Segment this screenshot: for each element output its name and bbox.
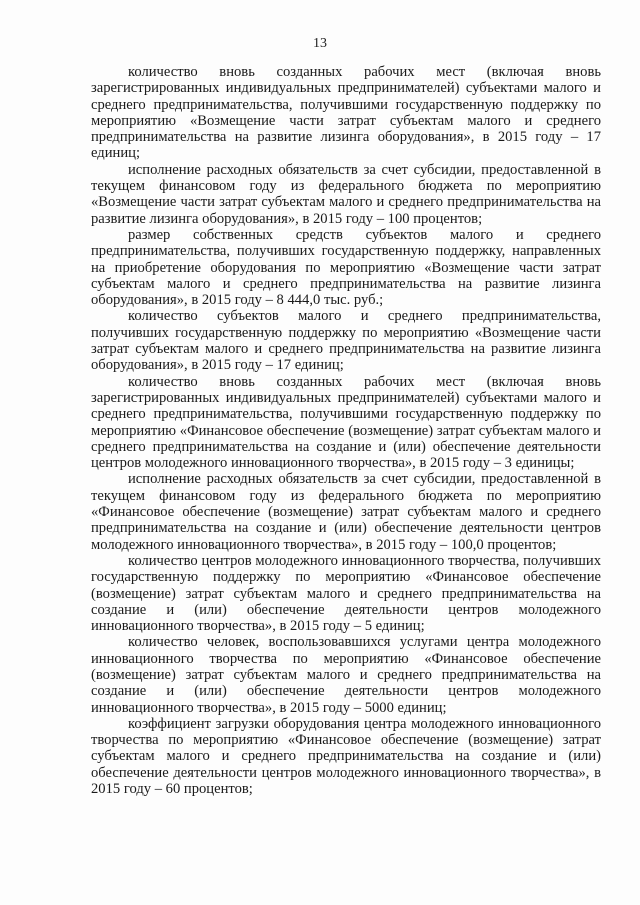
paragraph: исполнение расходных обязательств за счет субсидии, предоставленной в текущем финансовом году из федерального бюджета по мероприятию «Возмещение части затрат субъектам малого и среднего предпринимательства на развитие лизинга оборудования», в 2015 году – 100 процентов; [91,161,601,227]
paragraph: коэффициент загрузки оборудования центра молодежного инновационного творчества по мероприятию «Финансовое обеспечение (возмещение) затрат субъектам малого и среднего предпринимательства на создание и (или) обеспечение деятельности центров молодежного инновационного творчества», в 2015 году – 60 процентов; [91,715,601,798]
document-body [91,64,601,797]
paragraph: количество вновь созданных рабочих мест (включая вновь зарегистрированных индивидуальных предпринимателей) субъектами малого и среднего предпринимательства, получившими государственную поддержку по мероприятию «Возмещение части затрат субъектам малого и среднего предпринимательства на развитие лизинга оборудования», в 2015 году – 17 единиц; [91,64,601,162]
paragraph: исполнение расходных обязательств за счет субсидии, предоставленной в текущем финансовом году из федерального бюджета по мероприятию «Финансовое обеспечение (возмещение) затрат субъектам малого и среднего предпринимательства на создание и (или) обеспечение деятельности центров молодежного инновационного творчества», в 2015 году – 100,0 процентов; [91,471,601,553]
paragraph: количество центров молодежного инновационного творчества, получивших государственную поддержку по мероприятию «Финансовое обеспечение (возмещение) затрат субъектам малого и среднего предпринимательства на создание и (или) обеспечение деятельности центров молодежного инновационного творчества», в 2015 году – 5 единиц; [91,552,601,635]
page-number: 13 [313,36,327,51]
paragraph: количество вновь созданных рабочих мест (включая вновь зарегистрированных индивидуальных предпринимателей) субъектами малого и среднего предпринимательства, получившими государственную поддержку по мероприятию «Финансовое обеспечение (возмещение) затрат субъектам малого и среднего предпринимательства на создание и (или) обеспечение деятельности центров молодежного инновационного творчества», в 2015 году – 3 единицы; [91,373,601,472]
paragraph: размер собственных средств субъектов малого и среднего предпринимательства, получивших государственную поддержку, направленных на приобретение оборудования по мероприятию «Возмещение части затрат субъектам малого и среднего предпринимательства на развитие лизинга оборудования», в 2015 году – 8 444,0 тыс. руб.; [91,226,601,309]
paragraph: количество человек, воспользовавшихся услугами центра молодежного инновационного творчества по мероприятию «Финансовое обеспечение (возмещение) затрат субъектам малого и среднего предпринимательства на создание и (или) обеспечение деятельности центров молодежного инновационного творчества», в 2015 году – 5000 единиц; [91,634,601,716]
paragraph: количество субъектов малого и среднего предпринимательства, получивших государственную поддержку по мероприятию «Возмещение части затрат субъектам малого и среднего предпринимательства на развитие лизинга оборудования», в 2015 году – 17 единиц; [91,308,601,374]
